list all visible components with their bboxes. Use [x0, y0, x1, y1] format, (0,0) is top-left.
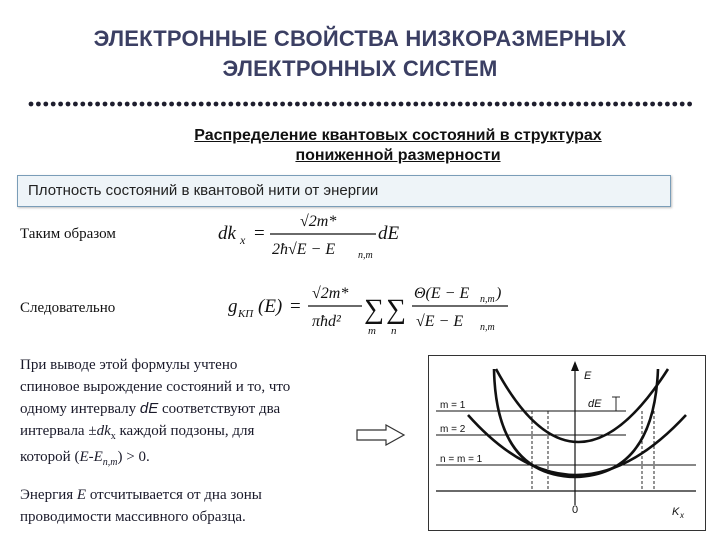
f1-rhs: dE: [378, 223, 400, 244]
level-label-m1: m = 1: [440, 400, 466, 411]
label-thus: Таким образом: [20, 226, 116, 242]
svg-text:): ): [496, 285, 502, 302]
f2-frac-denominator-sub: n,m: [480, 322, 495, 333]
f2-sum-index-m: m: [368, 325, 376, 337]
section-subtitle: [138, 126, 658, 166]
subtitle-line-2: пониженной размерности: [295, 147, 501, 164]
axis-e-label: E: [584, 370, 592, 382]
para1-line4: интервала $\pm dk_x$ каждой подзоны, для: [20, 422, 255, 442]
subtitle-line-1: Распределение квантовых состояний в структурах: [194, 127, 602, 144]
formula-dkx: [218, 206, 408, 262]
f2-frac-denominator: √E − E: [416, 313, 464, 330]
svg-text:=: =: [290, 296, 301, 317]
title-line-2: ЭЛЕКТРОННЫХ СИСТЕМ: [222, 56, 498, 81]
dotted-divider: [28, 98, 696, 110]
right-arrow-icon: [356, 424, 406, 446]
energy-reference-paragraph: [20, 485, 350, 528]
svg-text:∑: ∑: [364, 294, 384, 325]
level-label-m2: m = 2: [440, 424, 466, 435]
axis-k-label: K: [672, 506, 680, 518]
svg-text:=: =: [254, 223, 265, 244]
f2-frac-numerator-sub: n,m: [480, 294, 495, 305]
para2-line1: Энергия E отсчитывается от дна зоны: [20, 487, 262, 503]
f2-sum-index-n: n: [391, 325, 397, 337]
para1-line2: спиновое вырождение состояний и то, что: [20, 378, 291, 395]
de-label: dE: [588, 398, 602, 410]
formula-density: [228, 274, 518, 338]
origin-label: 0: [572, 504, 579, 516]
title-line-1: ЭЛЕКТРОННЫЕ СВОЙСТВА НИЗКОРАЗМЕРНЫХ: [93, 26, 627, 51]
para1-line3: одному интервалу dE соответствуют два: [20, 400, 281, 417]
f1-denominator: 2ħ√E − E: [272, 241, 336, 258]
f2-numerator: √2m*: [312, 285, 349, 302]
para1-line1: При выводе этой формулы учтено: [20, 357, 238, 373]
f2-lhs-sub: КП: [238, 308, 254, 320]
f1-lhs: dk: [218, 223, 236, 244]
topic-text: Плотность состояний в квантовой нити от энергии: [28, 182, 379, 199]
f2-lhs: g: [228, 296, 238, 317]
svg-text:∑: ∑: [386, 294, 406, 325]
f1-numerator: √2m*: [300, 213, 337, 230]
label-therefore: Следовательно: [20, 300, 116, 316]
topic-box: [17, 175, 671, 207]
f2-frac-numerator: Θ(E − E: [414, 285, 470, 302]
axis-k-sub: x: [680, 511, 684, 520]
level-label-nm1: n = m = 1: [440, 454, 483, 465]
f2-lhs-arg: (E): [258, 296, 283, 317]
subband-dispersion-diagram: [428, 355, 706, 531]
para1-line5: которой $(E-E_{n,m}) > 0$.: [20, 449, 150, 468]
f1-lhs-sub: x: [240, 233, 246, 247]
f2-denominator: πħd²: [312, 313, 341, 330]
slide-title: [0, 24, 720, 84]
f1-denominator-sub: n,m: [358, 250, 373, 261]
para2-line2: проводимости массивного образца.: [20, 508, 246, 525]
explanation-paragraph: [20, 355, 350, 474]
